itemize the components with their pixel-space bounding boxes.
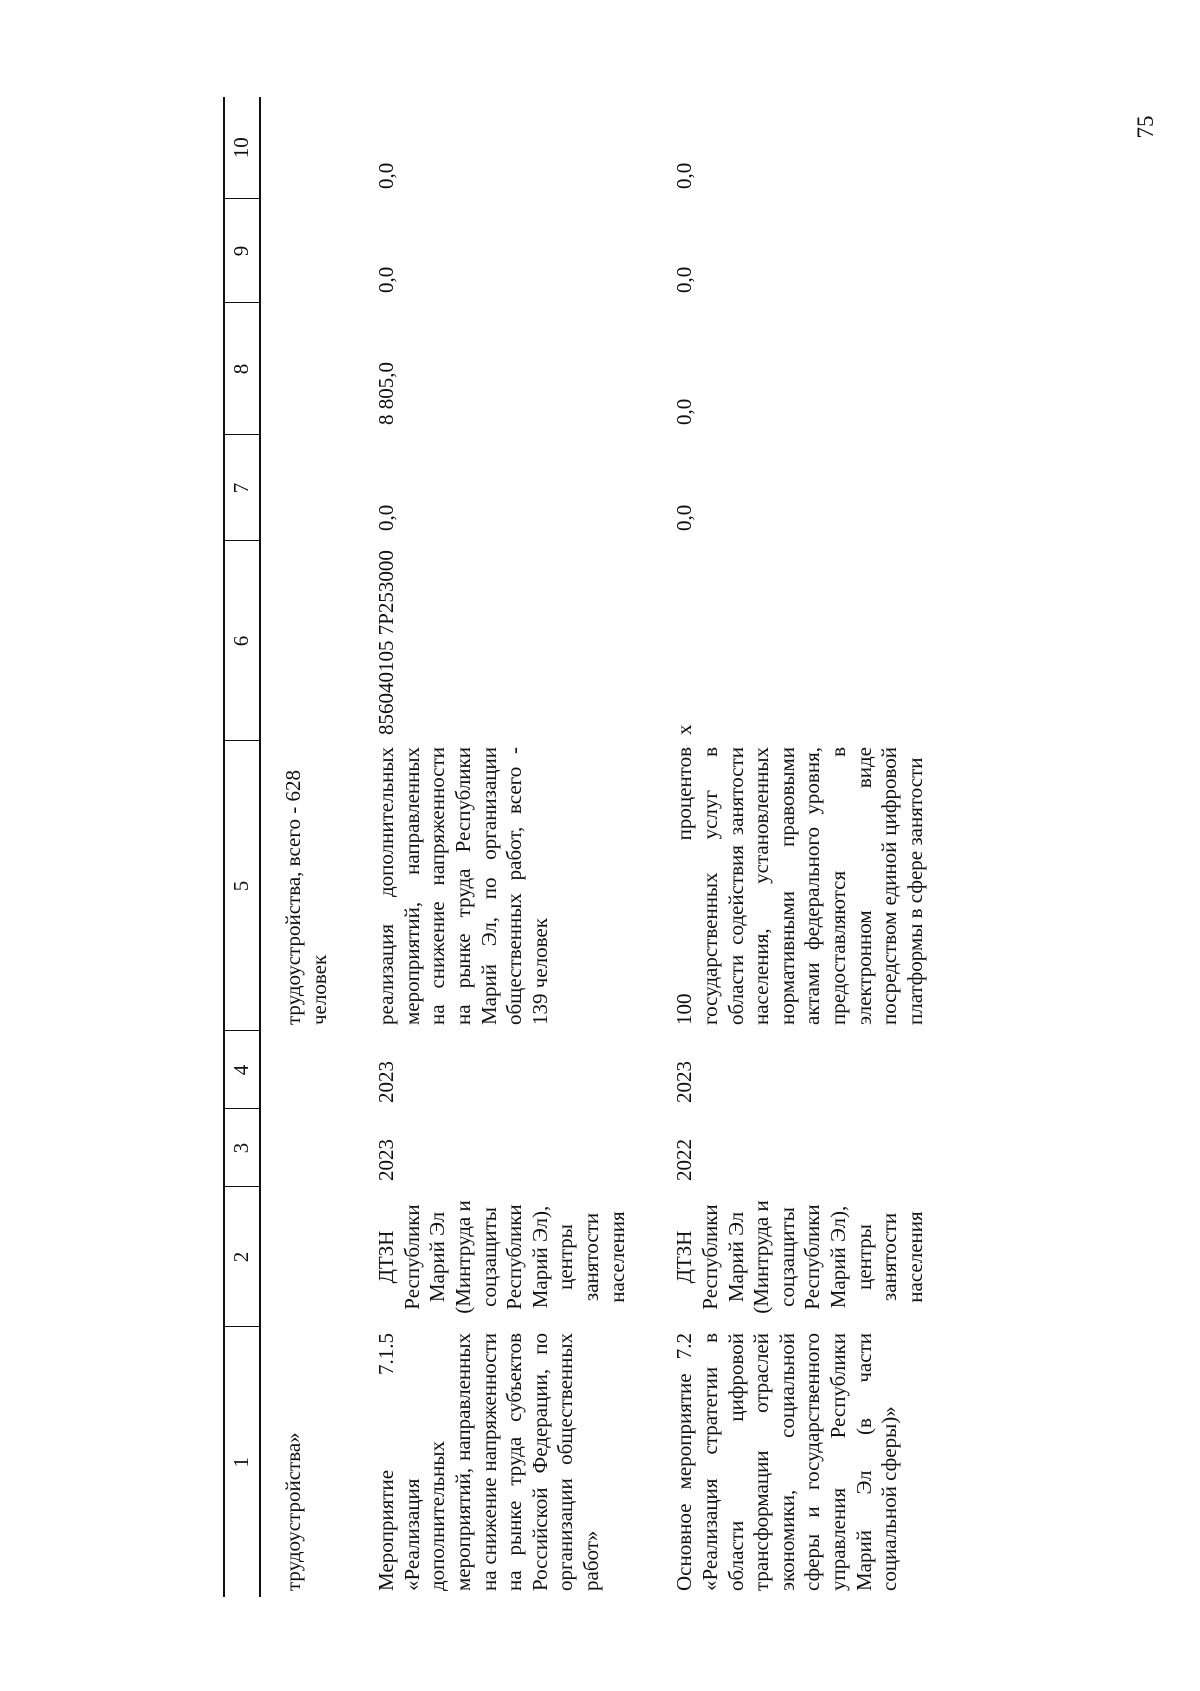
cell-value: 0,0: [672, 266, 697, 293]
cell-start-year: [260, 1109, 370, 1187]
column-number: 10: [224, 97, 260, 199]
column-number: 3: [224, 1109, 260, 1187]
cell-budget-code: x: [672, 724, 697, 735]
cell-executor: ДТЗН Республики Марий Эл (Минтруда и соцзащиты Республики Марий Эл), центры занятости населения: [672, 1200, 927, 1314]
cell-executor: [260, 1187, 370, 1327]
table-header: [224, 97, 260, 1597]
program-table: [223, 97, 934, 1597]
cell-expected-result: реализация дополнительных мероприятий, направленных на снижение напряженности на рынке труда Республики Марий Эл, по организации общественных работ, всего - 139 человек: [374, 747, 552, 1025]
cell-end-year: [260, 1031, 370, 1109]
cell-budget-code: 856040105 7P253000: [374, 550, 399, 735]
cell-event-name: трудоустройства»: [281, 1432, 305, 1591]
cell-value: [260, 199, 370, 303]
cell-value: 0,0: [672, 162, 697, 189]
column-number: 2: [224, 1187, 260, 1327]
cell-value: 0,0: [374, 266, 399, 293]
column-number: 4: [224, 1031, 260, 1109]
cell-start-year: 2022: [672, 1139, 697, 1181]
cell-value: [260, 97, 370, 199]
cell-event-name: Основное мероприятие 7.2 «Реализация стратегии в области цифровой трансформации отраслей экономики, социальной сферы и государственного управления Республики Марий Эл (в части социальной сферы)»: [672, 1333, 902, 1591]
cell-start-year: 2023: [374, 1139, 399, 1181]
cell-event-name: Мероприятие 7.1.5 «Реализация дополнительных мероприятий, направленных на снижение напряженности на рынке труда субъектов Российской Федерации, по организации общественных работ»: [374, 1333, 604, 1591]
cell-end-year: 2023: [672, 1061, 697, 1103]
column-number: 8: [224, 303, 260, 435]
table-row: [668, 97, 934, 1597]
column-number: 5: [224, 741, 260, 1031]
cell-executor: ДТЗН Республики Марий Эл (Минтруда и соцзащиты Республики Марий Эл), центры занятости населения: [374, 1200, 629, 1314]
column-number: 9: [224, 199, 260, 303]
table-row: [260, 97, 370, 1597]
page-number: 75: [1133, 115, 1158, 139]
column-number: 7: [224, 435, 260, 541]
cell-value: [260, 435, 370, 541]
cell-value: 8 805,0: [374, 362, 399, 425]
cell-value: 0,0: [374, 162, 399, 189]
cell-expected-result: трудоустройства, всего - 628 человек: [281, 770, 331, 1025]
cell-end-year: 2023: [374, 1061, 399, 1103]
cell-budget-code: [260, 541, 370, 741]
cell-expected-result: 100 процентов государственных услуг в области содействия занятости населения, установленных нормативными правовыми актами федерального уровня, предоставляются в электронном виде посредством единой цифровой платформы в сфере занятости: [672, 747, 927, 1025]
cell-value: 0,0: [672, 398, 697, 425]
column-number: 1: [224, 1327, 260, 1597]
cell-value: 0,0: [374, 504, 399, 531]
cell-value: [260, 303, 370, 435]
cell-value: 0,0: [672, 504, 697, 531]
column-number: 6: [224, 541, 260, 741]
table-row: [370, 97, 668, 1597]
rotated-sheet: [223, 97, 983, 1597]
